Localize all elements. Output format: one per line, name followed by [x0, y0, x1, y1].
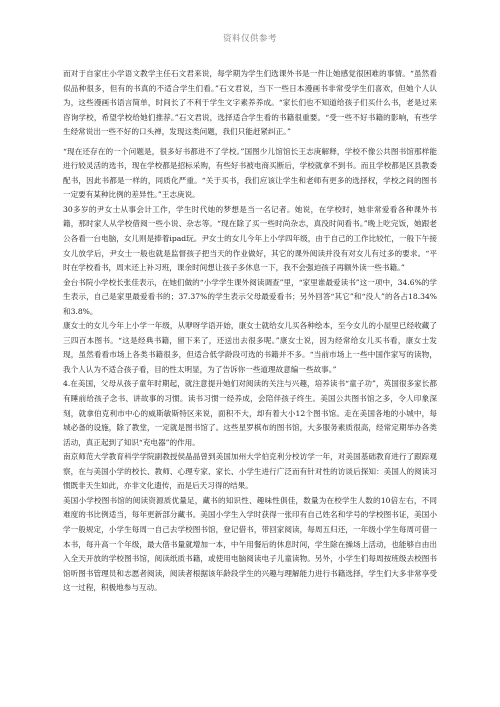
paragraph-1: 而对于自家庄小学语文教学主任石文君来说，每学期为学生们选课外书是一件让她感觉很困难的事情。“虽然看似品种很多，但有的书真的不适合学生们看。”石文君说，当下一些日本漫画书非常受学生们喜欢，但她个人认为，这些漫画书语言简单，时间长了不利于学生文字素养养成。“家长们也不知道给孩子们买什么书，老是过来咨询学校，希望学校给她们推荐。”石文君说，选择适合学生看的书籍很重要。“受一些不好书籍的影响，有些学生经常说出一些不好的口头禅，发现这类问题，我们只能赶紧纠正。” [63, 69, 437, 137]
paragraph-4: 金台书院小学校长张佳表示，在她们做的“小学学生课外阅读调查”里，“家里谁最爱读书”这一项中，34.6%的学生表示，自己是家里最爱看书的；37.37%的学生表示父母最爱看书；另外回答“其它”和“没人”的各占18.34%和3.8%。 [63, 277, 437, 316]
paragraph-8: 美国小学校图书馆的阅读资源质优量足，藏书的知识性、趣味性俱佳，数量为在校学生人数的10倍左右，不同难度的书比例适当，每年更新部分藏书。美国小学生入学时获得一张印有自己姓名和学号的学校图书证，美国小学一般规定，小学生每周一自己去学校图书馆，登记借书，带回家阅读，每周五归还，一年级小学生每周可借一本书，每升高一个年级，最大借书量就增加一本，中午用餐后的休息时间，学生除在操场上活动，也能够自由出入全天开放的学校图书馆，阅读纸质书籍，或使用电脑阅读电子儿童读物。另外，小学生们每周按班级去校图书馆听图书管理员和志愿者阅读，阅读者根据该年龄段学生的兴趣与理解能力进行书籍选择，学生们大多非常享受这一过程，积极地参与互动。 [63, 495, 437, 593]
paragraph-6: 4.在美国，父母从孩子童年时期起，就注意提升她们对阅读的关注与兴趣，培养读书“童子功”，英国很多家长都有睡前给孩子念书、讲故事的习惯。读书习惯一经养成，会陪伴孩子终生。美国公共图书馆之多，令人印象深刻，就拿伯克利市中心的威斯敏斯特区来说，面积不大，却有着大小12个图书馆。走在美国各地的小城中，每城必备的设施，除了教堂，一定就是图书馆了。这些星罗棋布的图书馆，大多服务素质很高，经常定期举办各类活动，真正起到了知识“充电器”的作用。 [63, 379, 437, 447]
paragraph-3: 30多岁的尹女士从事会计工作，学生时代她的梦想是当一名记者。她说，在学校时，她非常爱看各种课外书籍，那时家人从学校借阅一些小说、杂志等。“现在除了买一些时尚杂志，真没时间看书。”晚上吃完饭，她跟老公各看一台电脑，女儿则是捧着ipad玩。尹女士的女儿今年上小学四年级，由于自己的工作比较忙，一般下午接女儿放学后，尹女士一般也就是监督孩子把当天的作业做好，其它的课外阅读并没有对女儿有过多的要求。“平时在学校看书，周末还上补习班，课余时间想让孩子多休息一下，我不会强迫孩子再额外读一些书籍。” [63, 204, 437, 273]
paragraph-7: 南京师范大学教育科学学院副教授侯晶晶曾到美国加州大学伯克利分校访学一年，对美国基础教育进行了跟踪观察，在与美国小学的校长、教师、心理专家、家长、小学生进行广泛而有针对性的访谈后探知：美国人的阅读习惯既非天生如此，亦非文化遗传，而是后天习得的结果。 [63, 452, 437, 491]
page-header: 资料仅供参考 [222, 34, 277, 44]
paragraph-2: “现在还存在的一个问题是，很多好书都进不了学校。”国图少儿馆馆长王志庚解释，学校不像公共图书馆那样能进行较灵活的选书，现在学校都是招标采购，有些好书被电商买断后，学校就拿不到书。而且学校都是区县教委配书，因此书都是一样的，同质化严重。“关于买书，我们应该让学生和老师有更多的选择权，学校之间的图书一定要有某种比例的差异性。”王志庚说。 [63, 146, 437, 200]
paragraph-5: 康女士的女儿今年上小学一年级，从咿呀学语开始，康女士就给女儿买各种绘本，至今女儿的小屋里已经收藏了三四百本图书。“这是经典书籍，留下来了，还送出去很多呢。”康女士说，因为经常给女儿买书看，康女士发现，虽然看看市场上各类书籍很多，但适合低学龄段可选的书籍并不多。“当前市场上一些中国作家写的读物，我个人认为不适合孩子看，目的性太明显，为了告诉你一些道理故意编一些故事。” [63, 321, 437, 374]
